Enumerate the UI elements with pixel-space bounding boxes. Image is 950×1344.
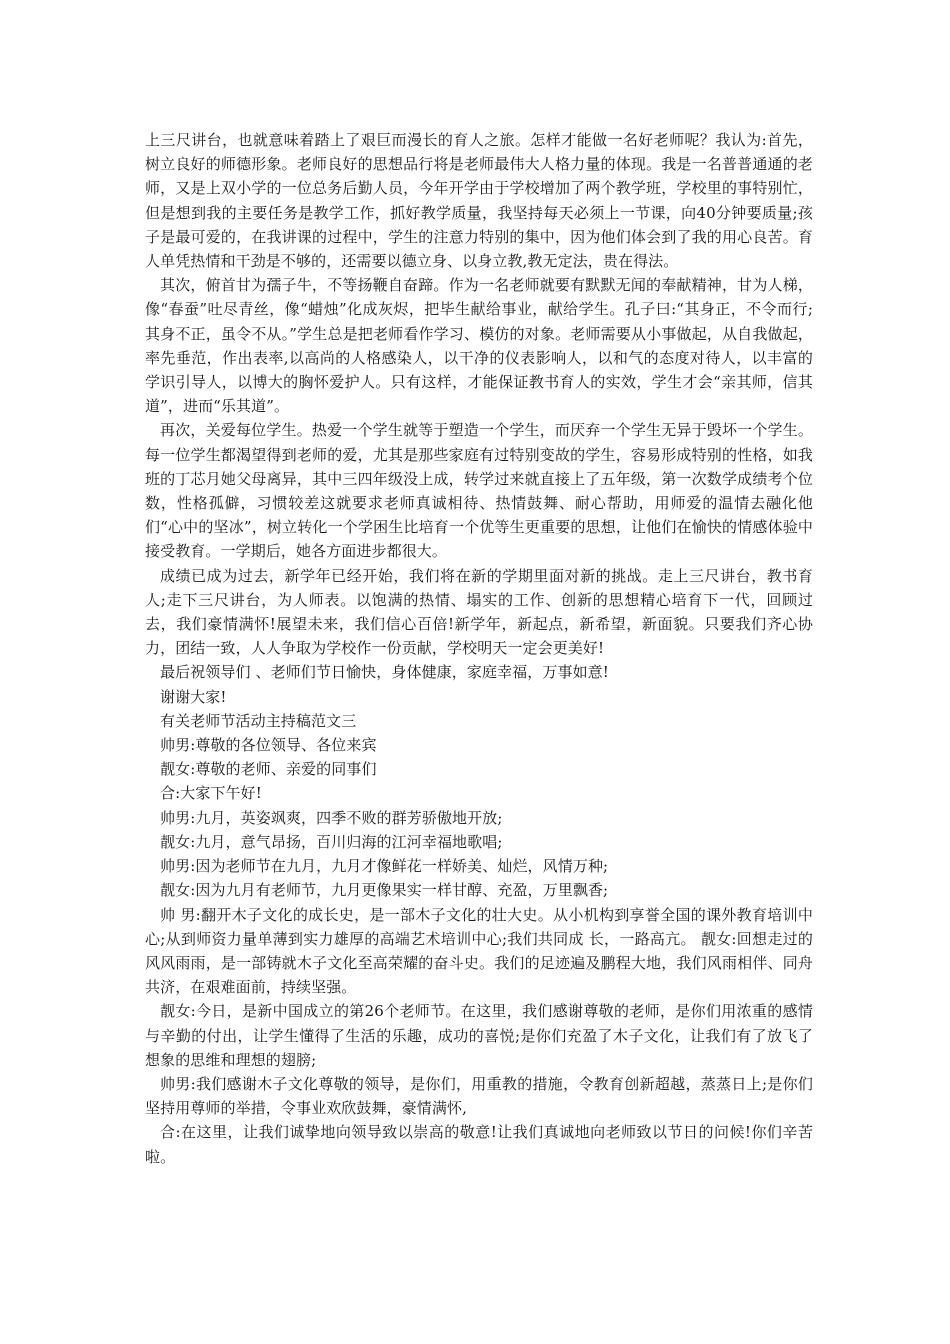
paragraph-12: 靓女:九月，意气昂扬，百川归海的江河幸福地歌唱; <box>160 832 503 851</box>
paragraph-2: 其次，俯首甘为孺子牛，不等扬鞭自奋蹄。作为一名老师就要有默默无闻的奉献精神，甘为人梯，像“春蚕”吐尽青丝，像“蜡烛”化成灰烬，把毕生献给事业，献给学生。孔子曰:“其身正，不令而行;其身不正，虽令不从。”学生总是把老师看作学习、模仿的对象。老师需要从小事做起，从自我做起，率先垂范，作出表率,以高尚的人格感染人，以干净的仪表影响人，以和气的态度对待人，以丰富的学识引导人，以博大的胸怀爱护人。只有这样，才能保证教书育人的实效，学生才会“亲其师，信其道”，进而“乐其道”。 <box>145 276 813 416</box>
paragraph-18: 合:在这里，让我们诚挚地向领导致以崇高的敬意!让我们真诚地向老师致以节日的问候!你们辛苦啦。 <box>145 1123 813 1166</box>
paragraph-11: 帅男:九月，英姿飒爽，四季不败的群芳骄傲地开放; <box>160 808 503 827</box>
paragraph-17: 帅男:我们感谢木子文化尊敬的领导，是你们，用重教的措施，令教育创新超越，蒸蒸日上;是你们坚持用尊师的举措，令事业欢欣鼓舞，豪情满怀, <box>145 1074 813 1118</box>
paragraph-6: 谢谢大家! <box>160 687 227 706</box>
paragraph-15: 帅 男:翻开木子文化的成长史，是一部木子文化的壮大史。从小机构到享誉全国的课外教育培训中心;从到师资力量单薄到实力雄厚的高端艺术培训中心;我们共同成 长，一路高亢。 靓女:回想走过的风风雨雨，是一部铸就木子文化至高荣耀的奋斗史。我们的足迹遍及鹏程大地，我们风雨相伴、同舟共济，在艰难面前，持续坚强。 <box>145 905 813 997</box>
paragraph-10: 合:大家下午好! <box>160 784 262 803</box>
section-heading: 有关老师节活动主持稿范文三 <box>160 711 357 730</box>
paragraph-4: 成绩已成为过去，新学年已经开始，我们将在新的学期里面对新的挑战。走上三尺讲台，教书育人;走下三尺讲台，为人师表。以饱满的热情、塌实的工作、创新的思想精心培育下一代，回顾过去，我们豪情满怀!展望未来，我们信心百倍!新学年，新起点，新希望，新面貌。只要我们齐心协力，团结一致，人人争取为学校作一份贡献，学校明天一定会更美好! <box>145 566 813 658</box>
paragraph-1: 上三尺讲台，也就意味着踏上了艰巨而漫长的育人之旅。怎样才能做一名好老师呢？我认为:首先，树立良好的师德形象。老师良好的思想品行将是老师最伟大人格力量的体现。我是一名普普通通的老师，又是上双小学的一位总务后勤人员，今年开学由于学校增加了两个教学班，学校里的事特别忙，但是想到我的主要任务是教学工作，抓好教学质量，我坚持每天必须上一节课，向40分钟要质量;孩子是最可爱的，在我讲课的过程中，学生的注意力特别的集中，因为他们体会到了我的用心良苦。育人单凭热情和干劲是不够的，还需要以德立身、以身立教,教无定法，贵在得法。 <box>145 131 813 271</box>
paragraph-3: 再次，关爱每位学生。热爱一个学生就等于塑造一个学生，而厌弃一个学生无异于毁坏一个学生。每一位学生都渴望得到老师的爱，尤其是那些家庭有过特别变故的学生，容易形成特别的性格，如我班的丁芯月她父母离异，其中三四年级没上成，转学过来就直接上了五年级，第一次数学成绩考个位数，性格孤僻，习惯较差这就要求老师真诚相待、热情鼓舞、耐心帮助，用师爱的温情去融化他们“心中的坚冰”，树立转化一个学困生比培育一个优等生更重要的思想，让他们在愉快的情感体验中接受教育。一学期后，她各方面进步都很大。 <box>145 421 813 561</box>
paragraph-16: 靓女:今日，是新中国成立的第26个老师节。在这里，我们感谢尊敬的老师，是你们用浓重的感情与辛勤的付出，让学生懂得了生活的乐趣，成功的喜悦;是你们充盈了木子文化，让我们有了放飞了想象的思维和理想的翅膀; <box>145 1002 813 1069</box>
paragraph-9: 靓女:尊敬的老师、亲爱的同事们 <box>160 760 377 779</box>
document-body <box>145 128 813 1169</box>
paragraph-13: 帅男:因为老师节在九月，九月才像鲜花一样娇美、灿烂，风情万种; <box>160 857 609 876</box>
paragraph-8: 帅男:尊敬的各位领导、各位来宾 <box>160 736 377 755</box>
paragraph-14: 靓女:因为九月有老师节，九月更像果实一样甘醇、充盈，万里飘香; <box>160 881 609 900</box>
paragraph-5: 最后祝领导们 、老师们节日愉快，身体健康，家庭幸福，万事如意! <box>160 663 609 682</box>
